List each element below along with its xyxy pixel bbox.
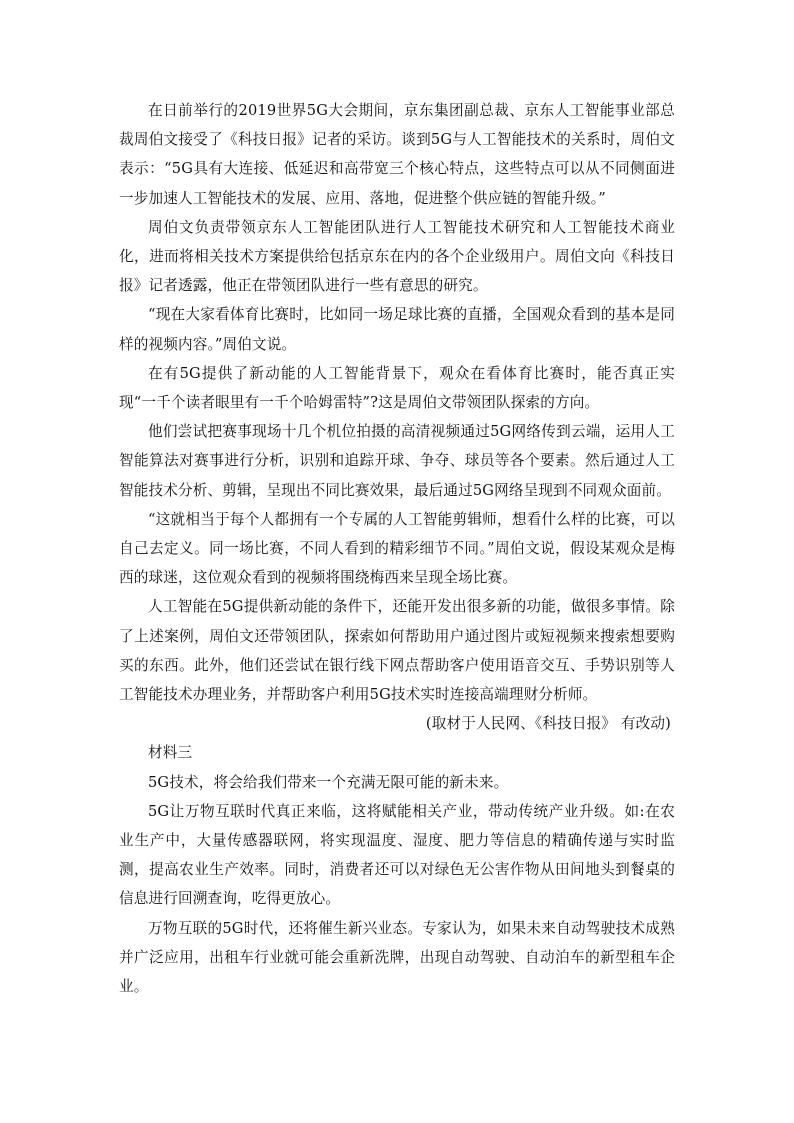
paragraph-6: “这就相当于每个人都拥有一个专属的人工智能剪辑师，想看什么样的比赛，可以自己去定义。同一场比赛，不同人看到的精彩细节不同。”周伯文说，假设某观众是梅西的球迷，这位观众看到的视频将围绕梅西来呈现全场比赛。	[119, 510, 675, 587]
section3-paragraph-3: 万物互联的5G时代，还将催生新兴业态。专家认为，如果未来自动驾驶技术成熟并广泛应用，出租车行业就可能会重新洗牌，出现自动驾驶、自动泊车的新型租车企业。	[119, 919, 675, 996]
section3-paragraph-1: 5G技术，将会给我们带来一个充满无限可能的新未来。	[148, 773, 509, 791]
article-body	[119, 96, 675, 1001]
paragraph-3: “现在大家看体育比赛时，比如同一场足球比赛的直播，全国观众看到的基本是同样的视频内容。”周伯文说。	[119, 306, 675, 353]
source-note: (取材于人民网、《科技日报》 有改动)	[425, 715, 671, 733]
paragraph-4: 在有5G提供了新动能的人工智能背景下，观众在看体育比赛时，能否真正实现“一千个读者眼里有一千个哈姆雷特”?这是周伯文带领团队探索的方向。	[119, 364, 675, 412]
section-heading: 材料三	[148, 744, 193, 762]
paragraph-5: 他们尝试把赛事现场十几个机位拍摄的高清视频通过5G网络传到云端，运用人工智能算法对赛事进行分析，识别和追踪开球、争夺、球员等各个要素。然后通过人工智能技术分析、剪辑，呈现出不同比赛效果，最后通过5G网络呈现到不同观众面前。	[119, 423, 675, 499]
paragraph-1: 在日前举行的2019世界5G大会期间，京东集团副总裁、京东人工智能事业部总裁周伯文接受了《科技日报》记者的采访。谈到5G与人工智能技术的关系时，周伯文表示：“5G具有大连接、低延迟和高带宽三个核心特点，这些特点可以从不同侧面进一步加速人工智能技术的发展、应用、落地，促进整个供应链的智能升级。”	[119, 102, 675, 207]
paragraph-7: 人工智能在5G提供新动能的条件下，还能开发出很多新的功能，做很多事情。除了上述案例，周伯文还带领团队，探索如何帮助用户通过图片或短视频来搜索想要购买的东西。此外，他们还尝试在银行线下网点帮助客户使用语音交互、手势识别等人工智能技术办理业务，并帮助客户利用5G技术实时连接高端理财分析师。	[119, 598, 675, 704]
section3-paragraph-2: 5G让万物互联时代真正来临，这将赋能相关产业，带动传统产业升级。如:在农业生产中，大量传感器联网，将实现温度、湿度、肥力等信息的精确传递与实时监测，提高农业生产效率。同时，消费者还可以对绿色无公害作物从田间地头到餐桌的信息进行回溯查询，吃得更放心。	[119, 802, 675, 908]
paragraph-2: 周伯文负责带领京东人工智能团队进行人工智能技术研究和人工智能技术商业化，进而将相关技术方案提供给包括京东在内的各个企业级用户。周伯文向《科技日报》记者透露，他正在带领团队进行一些有意思的研究。	[119, 218, 675, 295]
